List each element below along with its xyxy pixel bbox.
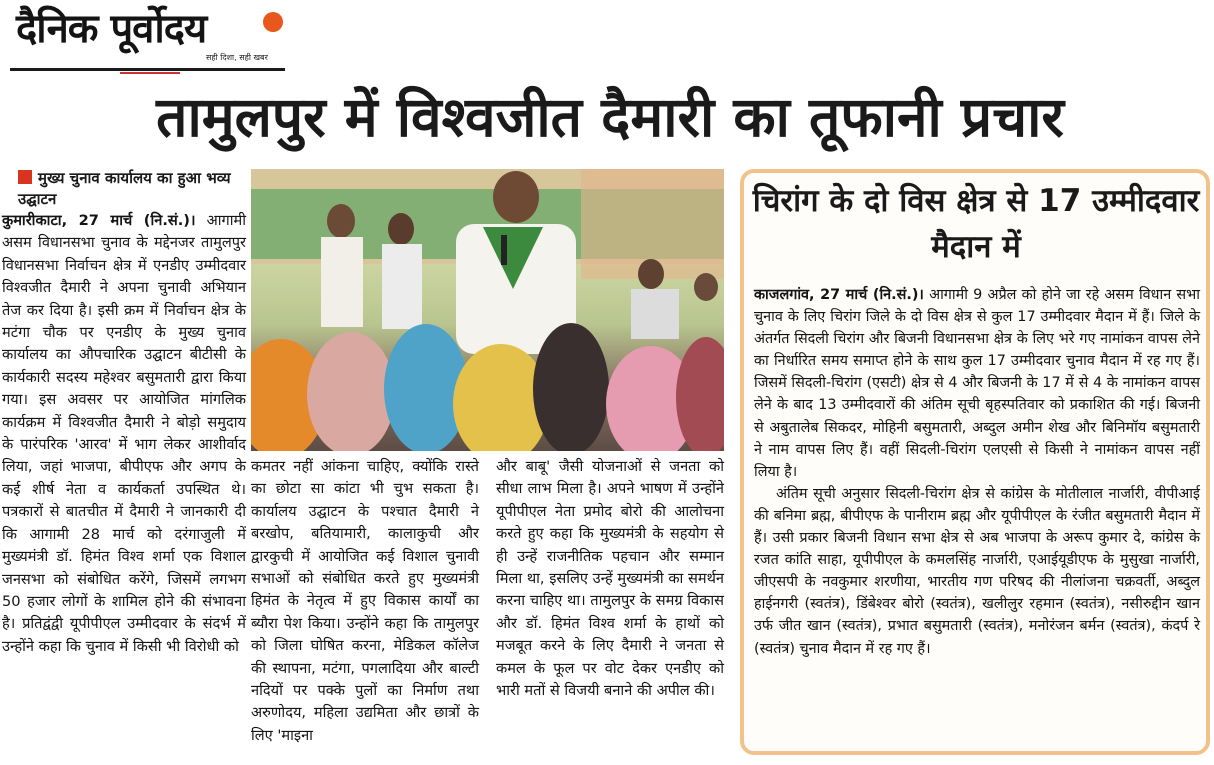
boxed-story-body (754, 284, 1200, 660)
boxed-story-paragraph-2: अंतिम सूची अनुसार सिदली-चिरांग क्षेत्र से कांग्रेस के मोतीलाल नार्जारी, वीपीआई की बनिमा ब्रह्म, बीपीएफ के पानीराम ब्रह्म और यूपीपीएल के रंजीत बसुमतारी मैदान में हैं। उसी प्रकार बिजनी विधान सभा क्षेत्र से अब भाजपा के अरूप कुमार दे, कांग्रेस के रजत कांति साहा, यूपीपीएल के कमलसिंह नार्जारी, एआईयूडीएफ के मुसुखा नार्जारी, जीएसपी के नवकुमार शरणीया, भारतीय गण परिषद की नीलांजना चक्रवर्ती, अब्दुल हाईनगरी (स्वतंत्र), डिंबेश्वर बोरो (स्वतंत्र), खलीलुर रहमान (स्वतंत्र), नसीरुद्दीन खान उर्फ जीत खान (स्वतंत्र), प्रभात बसुमतारी (स्वतंत्र), मनोरंजन बर्मन (स्वतंत्र), कंदर्प रे (स्वतंत्र) चुनाव मैदान में रह गए हैं। (754, 485, 1200, 657)
masthead-accent-rule (120, 72, 180, 74)
story-column-3: और बाबू' जैसी योजनाओं से जनता को सीधा लाभ मिला है। अपने भाषण में उन्होंने यूपीपीएल नेता प्रमोद बोरो की आलोचना करते हुए कहा कि मुख्यमंत्री के सहयोग से ही उन्हें राजनीतिक पहचान और सम्मान मिला था, इसलिए उन्हें मुख्यमंत्री का समर्थन करना चाहिए था। तामुलपुर के समग्र विकास और डॉ. हिमंत विश्व शर्मा के हाथों को मजबूत करने के लिए दैमारी ने जनता से कमल के फूल पर वोट देकर एनडीए को भारी मतों से विजयी बनाने की अपील की। (496, 458, 724, 700)
masthead (10, 4, 285, 70)
story-column-2: कमतर नहीं आंकना चाहिए, क्योंकि रास्ते का छोटा सा कांटा भी चुभ सकता है। कार्यालय उद्घाटन के पश्चात दैमारी ने बरखोप, बतियामारी, कालाकुची और द्वारकुची में आयोजित कई विशाल चुनावी सभाओं को संबोधित करते हुए मुख्यमंत्री हिमंत के नेतृत्व में हुए विकास कार्यों का ब्यौरा पेश किया। उन्होंने कहा कि तामुलपुर को जिला घोषित करना, मेडिकल कॉलेज की स्थापना, मटंगा, पगलादिया और बाल्टी नदियों पर पक्के पुलों का निर्माण तथा अरुणोदय, महिला उद्यमिता और छात्रों के लिए 'माइना (251, 458, 479, 744)
tagline: सही दिशा, सही खबर (206, 53, 268, 62)
main-headline: तामुलपुर में विश्वजीत दैमारी का तूफानी प्रचार (156, 85, 1064, 149)
campaign-crowd-photo-illustration (251, 169, 724, 451)
story-subhead (18, 168, 248, 210)
logo-dot-icon (263, 12, 283, 32)
boxed-story-headline: चिरांग के दो विस क्षेत्र से 17 उम्मीदवार मैदान में (752, 183, 1200, 265)
news-photo (251, 169, 724, 451)
story-column-1-text: आगामी असम विधानसभा चुनाव के मद्देनजर तामुलपुर विधानसभा निर्वाचन क्षेत्र में एनडीए उम्मीदवार विश्वजीत दैमारी ने अपना चुनावी अभियान तेज कर दिया है। इसी क्रम में निर्वाचन क्षेत्र के मटंगा चौक पर एनडीए के मुख्य चुनाव कार्यालय का औपचारिक उद्घाटन बीटीसी के कार्यकारी सदस्य महेश्वर बसुमतारी द्वारा किया गया। इस अवसर पर आयोजित मांगलिक कार्यक्रम में विश्वजीत दैमारी ने बोड़ो समुदाय के पारंपरिक 'आरव' में भाग लेकर आशीर्वाद लिया, जहां भाजपा, बीपीएफ और अगप के कई शीर्ष नेता व कार्यकर्ता उपस्थित थे। पत्रकारों से बातचीत में दैमारी ने जानकारी दी कि आगामी 28 मार्च को दरंगाजुली में मुख्यमंत्री डॉ. हिमंत विश्व शर्मा एक विशाल जनसभा को संबोधित करेंगे, जिसमें लगभग 50 हजार लोगों के शामिल होने की संभावना है। प्रतिद्वंद्वी यूपीपीएल उम्मीदवार के संदर्भ में उन्होंने कहा कि चुनाव में किसी भी विरोधी को (2, 212, 246, 655)
boxed-story-paragraph-1 (754, 284, 1200, 483)
boxed-story-paragraph-1-text: आगामी 9 अप्रैल को होने जा रहे असम विधान सभा चुनाव के लिए चिरांग जिले के दो विस क्षेत्र से कुल 17 उम्मीदवार मैदान में हैं। जिले के अंतर्गत सिदली चिरांग और बिजनी विधानसभा क्षेत्र के लिए भरे गए नामांकन वापस लेने का निर्धारित समय समाप्त होने के साथ कुल 17 उम्मीदवार चुनाव मैदान में रह गए हैं। जिसमें सिदली-चिरांग (एसटी) क्षेत्र से 4 और बिजनी के 17 में से 4 के नामांकन वापस लेने के बाद 13 उम्मीदवारों की अंतिम सूची बृहस्पतिवार को प्रकाशित की गई। बिजनी से अबुतालेब सिकदर, मोहिनी बसुमतारी, अब्दुल अमीन शेख और बिनिमॉय बसुमतारी ने नाम वापस लिए हैं। वहीं सिदली-चिरांग एलएसी से किसी ने नामांकन वापस नहीं लिया है। (754, 287, 1200, 480)
boxed-story-dateline: काजलगांव, 27 मार्च (नि.सं.)। (754, 287, 924, 303)
story-column-1 (2, 210, 246, 658)
subhead-text: मुख्य चुनाव कार्यालय का हुआ भव्य उद्घाटन (18, 169, 231, 208)
masthead-rule (10, 68, 285, 71)
square-bullet-icon (18, 170, 32, 184)
newspaper-logo: दैनिक पूर्वोदय (16, 6, 207, 52)
story-dateline: कुमारीकाटा, 27 मार्च (नि.सं.)। (2, 212, 196, 229)
